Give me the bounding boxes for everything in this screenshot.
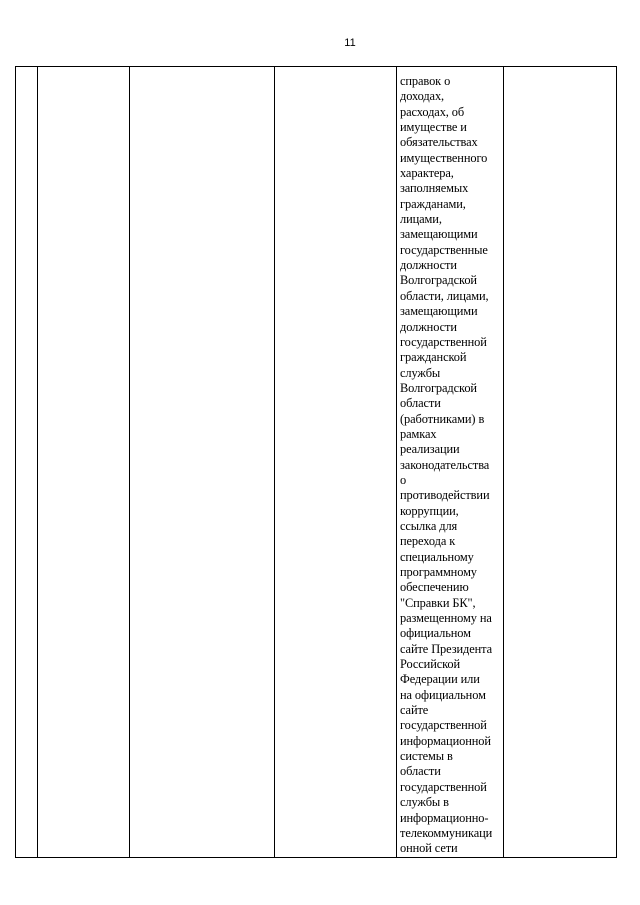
cell-text-line: (работниками) в — [400, 411, 485, 426]
cell-text-line: государственные — [400, 242, 488, 257]
page-number: 11 — [344, 37, 356, 49]
cell-text-line: законодательства — [400, 457, 490, 472]
cell-text-line: имущественного — [400, 150, 488, 165]
cell-text-line: государственной — [400, 718, 487, 733]
cell-text-line: замещающими — [400, 304, 478, 319]
cell-text-line: программному — [400, 565, 477, 579]
cell-text-line: Российской — [400, 657, 461, 672]
cell-text-line: на официальном — [400, 687, 486, 702]
cell-text-line: государственной — [400, 779, 487, 794]
cell-text-line: должности — [400, 319, 457, 334]
cell-text-line: области, лицами, — [400, 288, 489, 303]
cell-text-line: Волгоградской — [400, 380, 477, 395]
cell-text-line: государственной — [400, 334, 487, 349]
cell-text-line: онной сети — [400, 841, 458, 856]
cell-text-line: расходах, об — [400, 104, 465, 119]
cell-text-line: коррупции, — [400, 503, 459, 518]
cell-text-line: Федерации или — [400, 672, 480, 687]
table-cell-col-6 — [504, 67, 617, 858]
cell-text-line: Волгоградской — [400, 273, 477, 288]
cell-text-line: службы в — [400, 795, 449, 810]
cell-text-block — [397, 67, 503, 857]
cell-text-line: доходах, — [400, 89, 445, 104]
cell-text-line: рамках — [400, 426, 437, 441]
cell-text-line: обязательствах — [400, 135, 478, 150]
cell-text-line: сайте Президента — [400, 641, 493, 656]
cell-text-line: реализации — [400, 442, 460, 457]
table-row — [16, 67, 617, 858]
cell-text-line: области — [400, 764, 441, 779]
cell-text-line: противодействии — [400, 488, 490, 503]
table-cell-col-5 — [397, 67, 504, 858]
cell-text-line: перехода к — [400, 534, 456, 549]
table-cell-col-3 — [130, 67, 275, 858]
table-cell-col-4 — [275, 67, 397, 858]
cell-text-line: характера, — [400, 166, 454, 181]
cell-text-line: телекоммуникаци — [400, 825, 493, 840]
cell-text-line: гражданской — [400, 350, 467, 365]
cell-text-line: сайте — [400, 703, 429, 718]
cell-text-line: ссылка для — [400, 518, 458, 533]
cell-text-line: гражданами, — [400, 196, 466, 211]
cell-text-line: замещающими — [400, 227, 478, 242]
cell-text-line: области — [400, 396, 441, 411]
cell-text-line: "Справки БК", — [400, 595, 476, 610]
cell-text-line: официальном — [400, 626, 471, 641]
cell-text-line: специальному — [400, 549, 474, 564]
cell-text-line: заполняемых — [400, 181, 469, 196]
cell-text-line: имуществе и — [400, 120, 467, 135]
cell-text-line: системы в — [400, 749, 453, 764]
cell-text-line: лицами, — [400, 212, 442, 227]
cell-text-line: службы — [400, 365, 441, 380]
table-cell-col-1 — [16, 67, 38, 858]
cell-text-line: обеспечению — [400, 580, 469, 595]
cell-text-line: справок о — [400, 74, 451, 88]
cell-text-line: размещенному на — [400, 611, 492, 626]
cell-text-line: информационной — [400, 733, 491, 748]
document-table — [15, 66, 617, 858]
cell-text-line: информационно- — [400, 810, 489, 825]
table-cell-col-2 — [38, 67, 130, 858]
cell-text-line: о — [400, 472, 407, 487]
cell-text-line: должности — [400, 258, 457, 273]
